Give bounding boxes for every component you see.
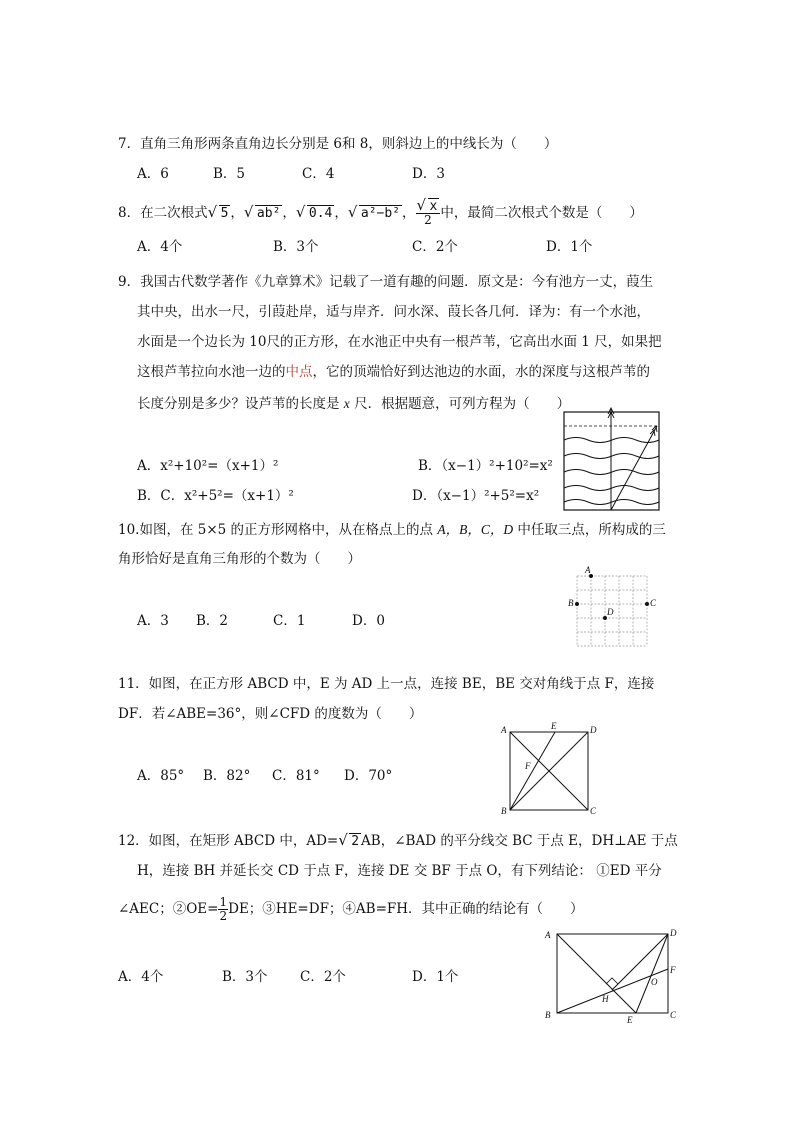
sq-label-e: E [551,721,557,731]
q8-option-b: B．3个 [273,239,319,255]
q12-option-c: C．2个 [300,969,346,985]
q9-line-4: 这根芦苇拉向水池一边的中点，它的顶端恰好到达池边的水面，水的深度与这根芦苇的 [137,364,650,380]
grid-label-b: B [568,598,574,608]
rectangle-abcd-figure [540,924,680,1026]
highlight-midpoint: 中点 [285,364,313,380]
rect-label-f: F [670,965,676,975]
rect-label-e: E [627,1015,633,1025]
grid-label-c: C [650,598,657,608]
q12-line-3: ∠AEC；②OE= $\frac{1}{2}$ DE；③HE=DF；④AB=FH．其中正确的结论有（ ） [118,895,584,923]
q11-option-d: D．70° [344,768,393,784]
radical-2: √ ab² [245,203,282,224]
rect-label-h: H [602,994,609,1004]
q11-line-2: DF．若∠ABE=36°，则∠CFD 的度数为（ ） [118,706,423,722]
q8-option-a: A．4个 [137,239,183,255]
pond-reed-figure [555,404,667,516]
rect-label-a: A [545,930,551,940]
grid-point-c [645,602,649,606]
rect-label-b: B [545,1010,551,1020]
q9-line-2: 其中央，出水一尺，引葭赴岸，适与岸齐．问水深、葭长各几何．译为：有一个水池， [137,304,650,320]
q9-option-d: D．（x−1）²+5²=x² [412,488,540,504]
q8-option-d: D．1个 [546,239,593,255]
q8-stem: 8．在二次根式√ 5 ，√ ab² ，√ 0.4 ，√ a²−b² ， √ $\frac{x}{2}$ 中，最简二次根式个数是（ ） [118,200,643,227]
q12-option-a: A．4个 [118,969,164,985]
q9-option-a: A．x²+10²=（x+1）² [137,458,279,474]
q10-option-d: D．0 [352,613,385,629]
q7-option-a: A．6 [137,166,169,182]
q10-line-1: 10.如图，在 5×5 的正方形网格中，从在格点上的点 A，B，C，D 中任取三点，所构成的三 [118,522,666,538]
q7-stem: 7．直角三角形两条直角边长分别是 6和 8，则斜边上的中线长为（ ） [118,136,558,152]
q12-line-1: 12．如图，在矩形 ABCD 中，AD=√ 2 AB，∠BAD 的平分线交 BC 于点 E，DH⊥AE 于点 [118,831,678,852]
q9-line-1: 9．我国古代数学著作《九章算术》记载了一道有趣的问题．原文是：今有池方一丈，葭生 [118,274,654,290]
sq-label-f: F [525,761,531,771]
q11-line-1: 11．如图，在正方形 ABCD 中，E 为 AD 上一点，连接 BE，BE 交对角线于点 F，连接 [118,676,655,692]
q12-line-2: H，连接 BH 并延长交 CD 于点 F，连接 DE 交 BF 于点 O，有下列结论： ①ED 平分 [137,863,662,879]
fraction-one-half: $\frac{1}{2}$ [219,895,228,923]
q10-option-c: C．1 [273,613,306,629]
grid-point-b [575,602,579,606]
q7-option-b: B．5 [213,166,246,182]
radical-sqrt2: √ 2 [339,831,361,852]
radical-4: √ a²−b² [349,203,402,224]
grid-label-d: D [607,607,614,617]
rect-label-c: C [670,1010,677,1020]
q9-line-5: 长度分别是多少？设芦苇的长度是 x 尺．根据题意，可列方程为（ ） [137,396,571,412]
q11-option-b: B．82° [203,768,251,784]
radical-3: √ 0.4 [297,203,334,224]
q12-option-b: B．3个 [222,969,268,985]
rect-label-d: D [670,928,677,938]
grid-figure [564,564,664,654]
square-abcd-figure [498,720,604,820]
grid-label-a: A [585,565,591,575]
sq-label-a: A [501,725,507,735]
sq-label-d: D [590,725,597,735]
rect-label-o: O [651,977,658,987]
q11-option-c: C．81° [272,768,320,784]
sq-label-c: C [590,806,597,816]
q9-option-c: B．C．x²+5²=（x+1）² [137,488,294,504]
q12-option-d: D．1个 [412,969,459,985]
q10-line-2: 角形恰好是直角三角形的个数为（ ） [118,551,361,567]
radical-1: √ 5 [209,203,231,224]
q10-option-a: A．3 [137,613,169,629]
q8-option-c: C．2个 [412,239,458,255]
q11-option-a: A．85° [137,768,185,784]
q7-option-c: C．4 [302,166,335,182]
fraction-sqrt-x-over-2: √ $\frac{x}{2}$ [416,200,441,227]
q9-line-3: 水面是一个边长为 10尺的正方形，在水池正中央有一根芦苇，它高出水面 1 尺，如果把 [137,334,662,350]
q10-option-b: B．2 [196,613,229,629]
q9-option-b: B．（x−1）²+10²=x² [418,458,553,474]
q7-option-d: D．3 [412,166,445,182]
sq-label-b: B [501,806,507,816]
